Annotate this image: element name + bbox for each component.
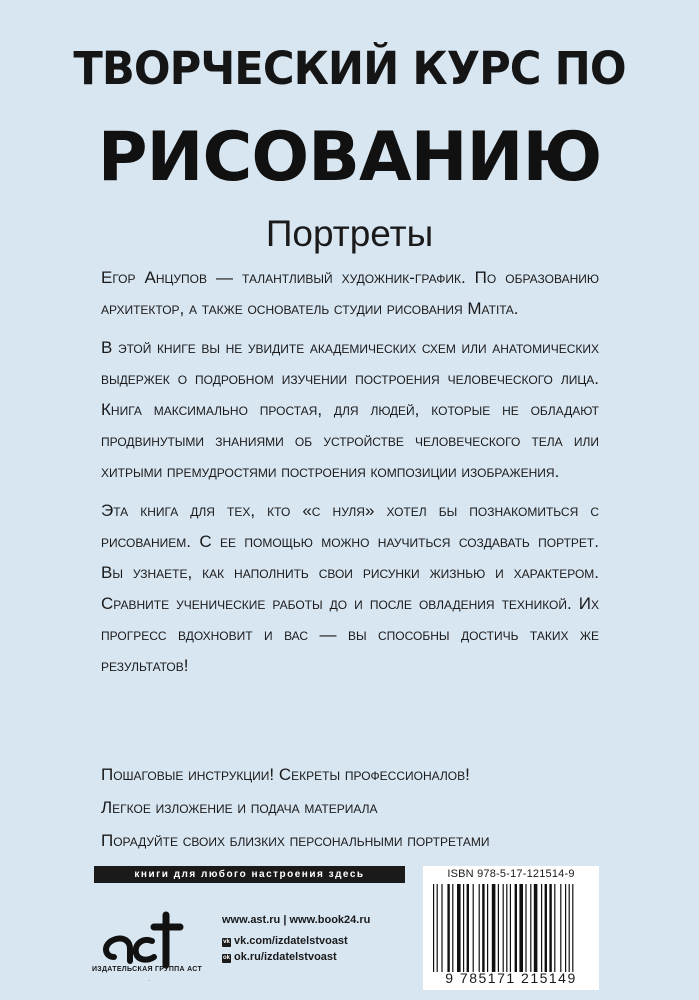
barcode-bar-5	[457, 884, 461, 972]
description-paragraph-1: Егор Анцупов — талантливый художник-график. По образованию архитектор, а также основатель студии рисования Matita.	[101, 268, 599, 318]
barcode-bar-19	[525, 884, 526, 972]
barcode-bar-11	[487, 884, 488, 972]
ean-number: 9 785171 215149	[445, 970, 577, 986]
barcode-bar-17	[515, 884, 517, 972]
barcode-bar-9	[479, 884, 480, 972]
barcode-bar-23	[545, 884, 547, 972]
websites[interactable]: www.ast.ru | www.book24.ru	[222, 914, 371, 926]
feature-item: Порадуйте своих близких персональными портретами	[101, 831, 490, 850]
ok-link-text[interactable]: ok.ru/izdatelstvoast	[234, 951, 337, 963]
barcode-bar-8	[473, 884, 474, 972]
ok-link[interactable]	[222, 951, 337, 963]
description-paragraph-3: Эта книга для тех, кто «с нуля» хотел бы познакомиться с рисованием. С ее помощью можно научиться создавать портрет. Вы узнаете, как наполнить свои рисунки жизнью и характером. Сравните ученические работы до и после овладения техникой. Их прогресс вдохновит и вас — вы способны достичь таких же результатов!	[101, 501, 599, 675]
barcode-panel	[423, 866, 599, 990]
barcode-bar-0	[433, 884, 434, 972]
isbn: ISBN 978-5-17-121514-9	[447, 868, 575, 880]
barcode-bar-1	[437, 884, 438, 972]
barcode-bar-21	[534, 884, 538, 972]
barcode-bar-6	[463, 884, 464, 972]
barcode-bar-25	[554, 884, 555, 972]
title-line-1: ТВОРЧЕСКИЙ КУРС ПО	[73, 42, 626, 95]
barcode-bar-15	[506, 884, 507, 972]
barcode-bar-22	[541, 884, 542, 972]
publisher-label: ИЗДАТЕЛЬСКАЯ ГРУППА АСТ	[91, 966, 203, 973]
ok-icon: ok	[222, 955, 230, 961]
description	[101, 262, 599, 689]
barcode-bar-24	[549, 884, 551, 972]
barcode-bar-7	[467, 884, 469, 972]
barcode-bar-27	[565, 884, 566, 972]
feature-item: Легкое изложение и подача материала	[101, 798, 378, 817]
barcode-bar-3	[447, 884, 449, 972]
barcode-bar-13	[498, 884, 499, 972]
barcode-bar-29	[572, 884, 573, 972]
description-paragraph-2: В этой книге вы не увидите академических схем или анатомических выдержек о подробном изучении построения человеческого лица. Книга максимально простая, для людей, которые не обладают продвинутыми знаниями об устройстве человеческого тела или хитрыми премудростями построения композиции изображения.	[101, 338, 599, 481]
logo-text: аст	[148, 981, 150, 982]
barcode-bar-12	[492, 884, 496, 972]
barcode-bar-4	[452, 884, 453, 972]
title-line-2: РИСОВАНИЮ	[97, 118, 602, 197]
barcode-bar-20	[530, 884, 531, 972]
vk-link[interactable]	[222, 935, 348, 947]
barcode-bar-14	[503, 884, 504, 972]
barcode-bar-28	[569, 884, 570, 972]
barcode-bar-2	[441, 884, 442, 972]
barcode-bar-10	[482, 884, 484, 972]
barcode-icon	[433, 884, 591, 972]
subtitle: Портреты	[265, 213, 434, 254]
feature-list	[101, 758, 621, 857]
barcode-bar-16	[510, 884, 511, 972]
vk-icon: vk	[223, 939, 230, 945]
barcode-bar-18	[519, 884, 523, 972]
vk-link-text[interactable]: vk.com/izdatelstvoast	[234, 935, 348, 947]
feature-item: Пошаговые инструкции! Секреты профессионалов!	[101, 765, 470, 784]
barcode-bar-26	[560, 884, 561, 972]
footer-banner: книги для любого настроения здесь	[94, 866, 405, 883]
